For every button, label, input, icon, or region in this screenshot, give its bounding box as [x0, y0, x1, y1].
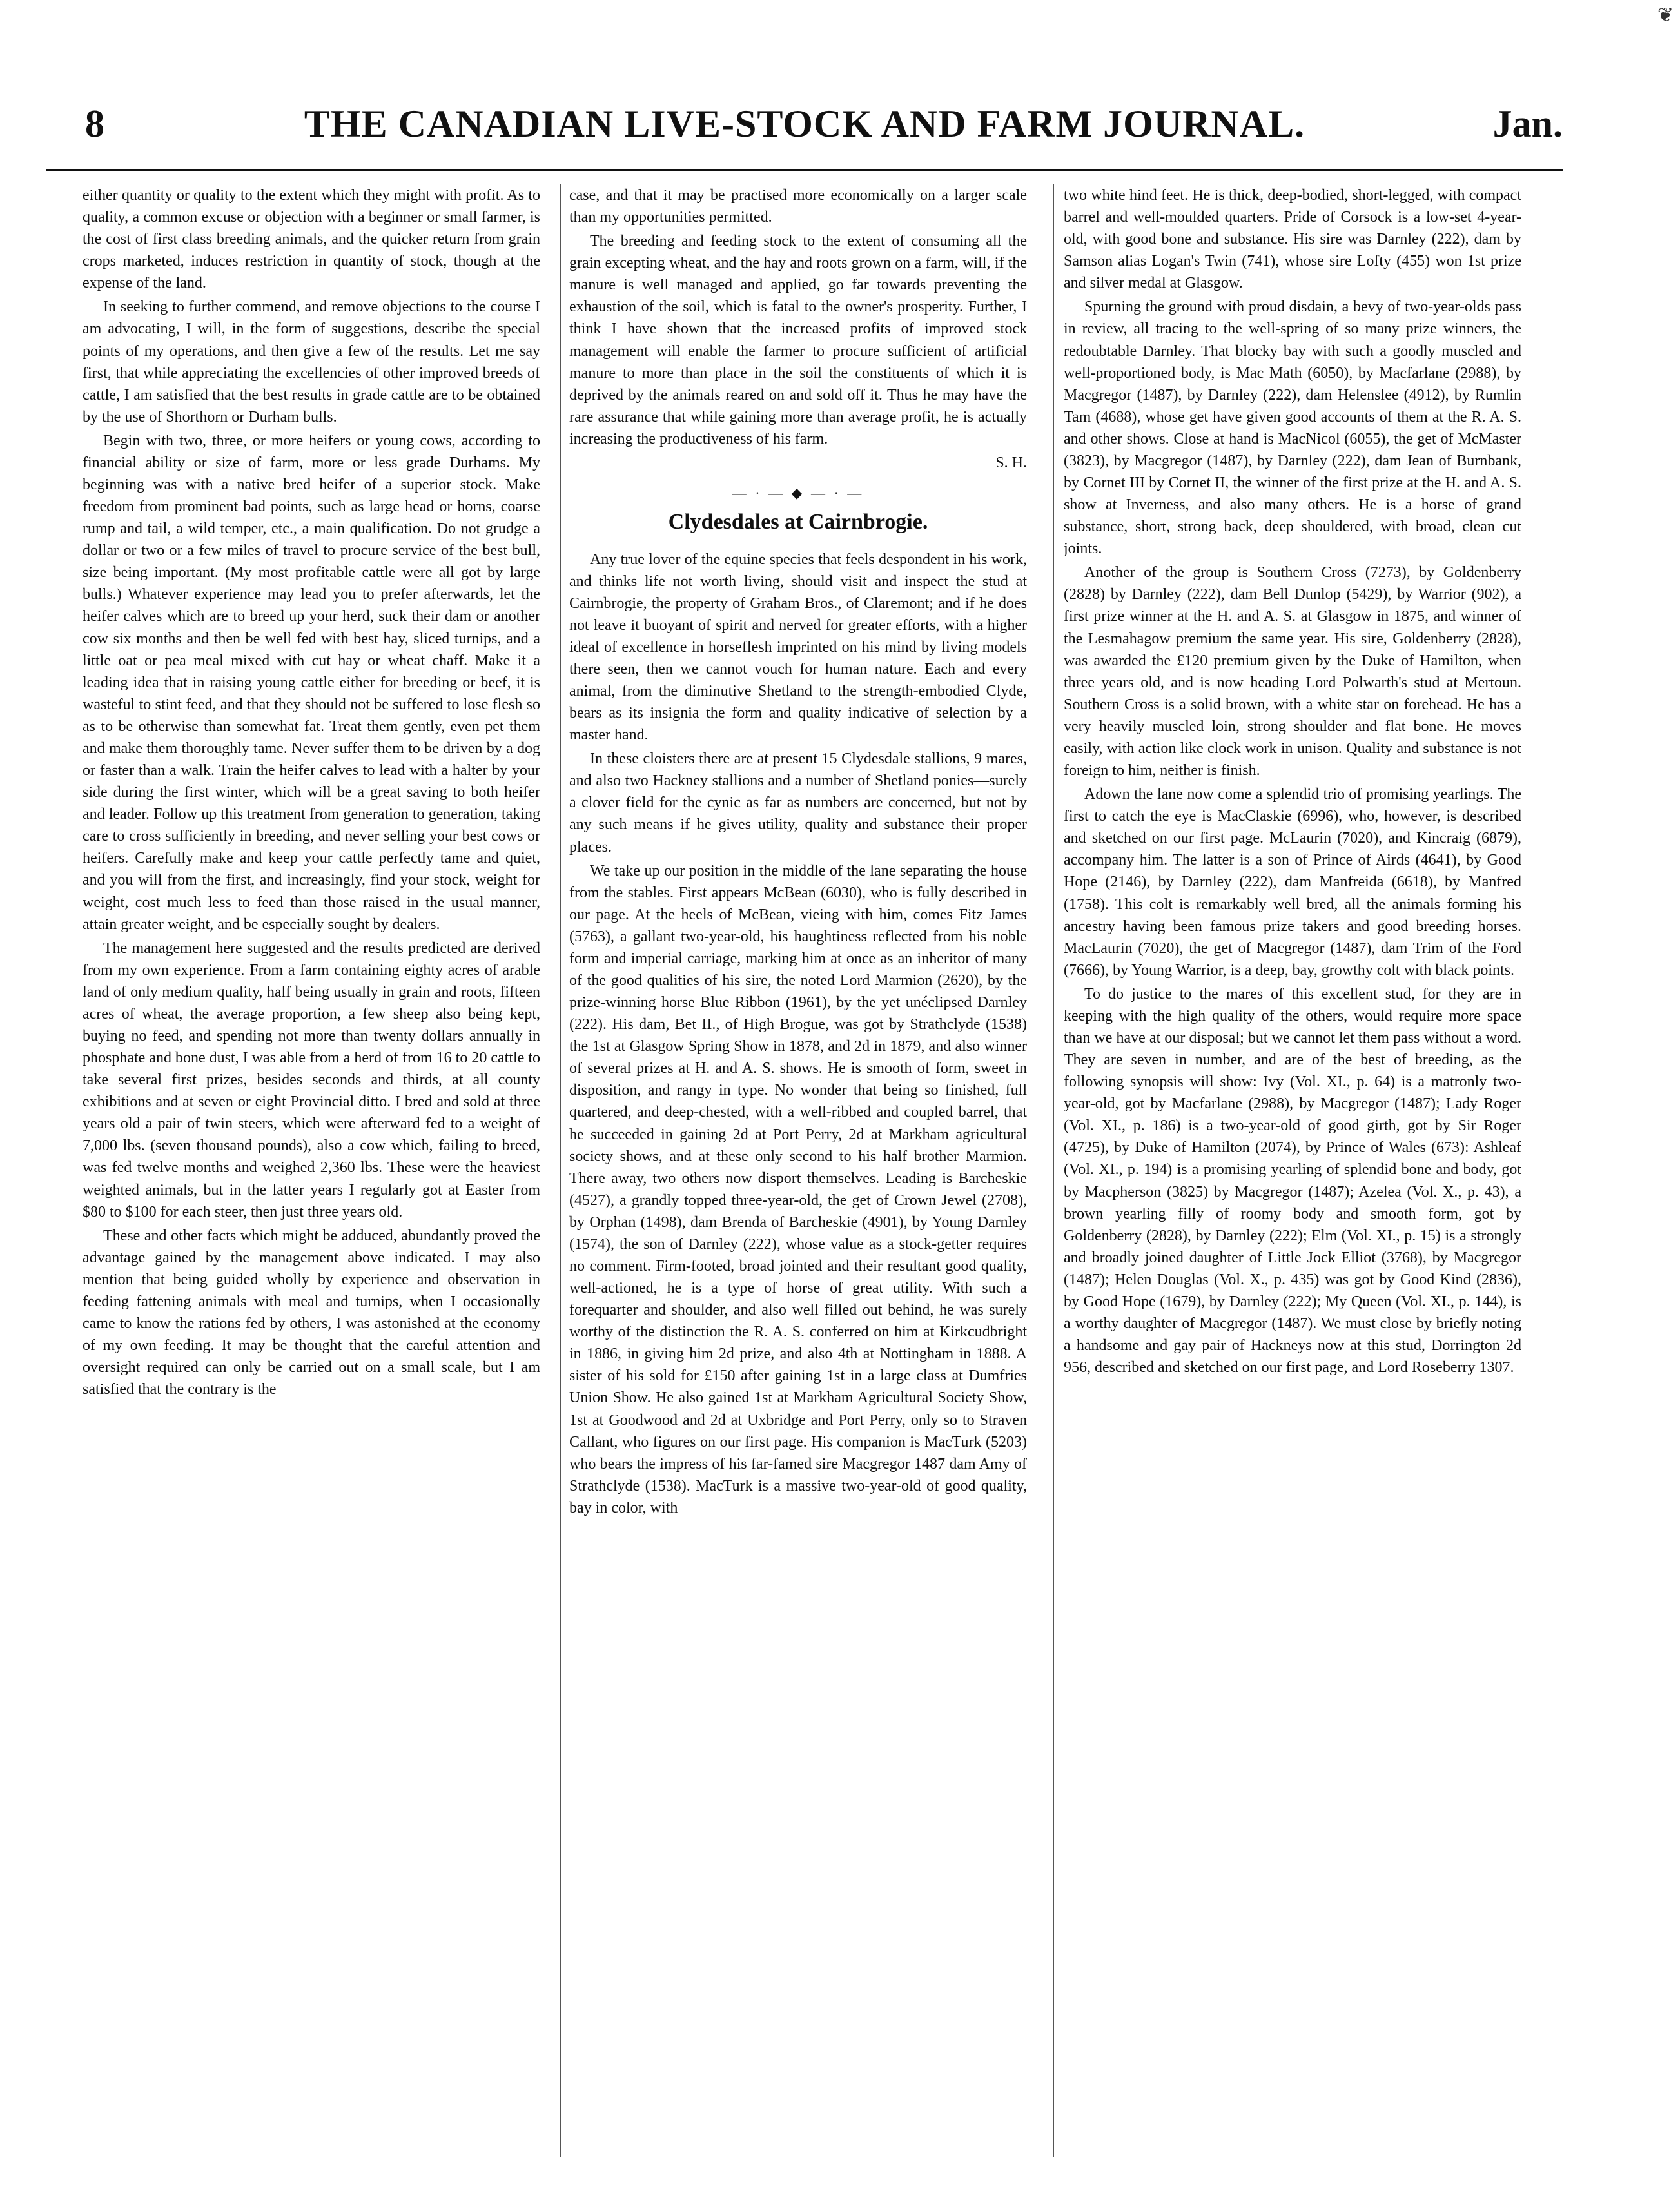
column-divider: [1053, 184, 1054, 2157]
issue-month: Jan.: [1492, 103, 1563, 145]
journal-title: THE CANADIAN LIVE-STOCK AND FARM JOURNAL.: [304, 103, 1305, 145]
paragraph: The management here suggested and the results predicted are derived from my own experience. From a farm containing eighty acres of arable land of only medium quality, half being usually in grain and roots, fifteen acres of wheat, the average proportion, a few sheep also being kept, buying no feed, and spending not more than twenty dollars annually in phosphate and bone dust, I was able from a herd of from 16 to 20 cattle to take several first prizes, besides seconds and thirds, at all county exhibitions and at seven or eight Provincial ditto. I bred and sold at three years old a pair of twin steers, which were afterward fed to a weight of 7,000 lbs. (seven thousand pounds), also a cow which, failing to breed, was fed twelve months and weighed 2,360 lbs. These were the heaviest weighted animals, but in the latter years I regularly got at Easter from $80 to $100 for each steer, then just three years old.: [83, 939, 540, 1220]
article-title: Clydesdales at Cairnbrogie.: [668, 510, 928, 534]
paragraph: Adown the lane now come a splendid trio of promising yearlings. The first to catch the eye is MacClaskie (6996), who, however, is described and sketched on our first page. McLaurin (7020), and Kincraig (6879), accompany him. The latter is a son of Prince of Airds (4641), by Good Hope (2146), by Darnley (222), dam Manfreida (6618), by Manfred (1758). This colt is remarkably well bred, all the animals forming his ancestry having been famous prize takers and good breeding horses. MacLaurin (7020), the get of Macgregor (1487), dam Trim of the Ford (7666), by Young Warrior, is a deep, bay, growthy colt with black points.: [1064, 786, 1521, 979]
paragraph: The breeding and feeding stock to the extent of consuming all the grain excepting wheat, and the hay and roots grown on a farm, will, if the manure is well managed and applied, go far towards preventing the exhaustion of the soil, which is fatal to the owner's prosperity. Further, I think I have shown that the increased profits of improved stock management will enable the farmer to procure sufficient of artificial manure to more than place in the soil the constituents of which it is deprived by the animals reared on and sold off it. Thus he may have the rare assurance that while gaining more than average profit, he is actually increasing the productiveness of his farm.: [569, 233, 1027, 447]
paragraph: To do justice to the mares of this excellent stud, for they are in keeping with the high quality of the others, would require more space than we have at our disposal; but we cannot let them pass without a word. They are seven in number, and are of the best of breeding, as the following synopsis will show: Ivy (Vol. XI., p. 64) is a matronly two-year-old, got by Macfarlane (2988), by Macgregor (1487); Lady Roger (Vol. XI., p. 186) is a two-year-old of good girth, got by Sir Roger (4725), by Duke of Hamilton (2074), by Prince of Wales (673): Ashleaf (Vol. XI., p. 194) is a promising yearling of splendid bone and body, got by Macpherson (3825) by Macgregor (1487); Azelea (Vol. X., p. 43), a brown yearling filly of roomy body and smooth form, got by Goldenberry (2828), by Darnley (222); Elm (Vol. XI., p. 15) is a strongly and broadly joined daughter of Little Jock Elliot (3768), by Macgregor (1487); Helen Douglas (Vol. X., p. 435) was got by Good Kind (2836), by Good Hope (1679), by Darnley (222); My Queen (Vol. XI., p. 144), is a worthy daughter of Macgregor (1487). We must close by briefly noting a handsome and gay pair of Hackneys now at this stud, Dorrington 2d 956, described and sketched on our first page, and Lord Roseberry 1307.: [1064, 985, 1521, 1376]
header-rule: [46, 169, 1563, 171]
paragraph: Begin with two, three, or more heifers or young cows, according to financial ability or size of farm, more or less grade Durhams. My beginning was with a native bred heifer of a superior stock. Make freedom from prominent bad points, such as large head or horns, coarse rump and tail, a wild temper, etc., a main qualification. Do not grudge a dollar or two or a few miles of travel to procure service of the best bull, size being important. (My most profitable cattle were all got by large bulls.) Whatever experience may lead you to prefer afterwards, let the heifer calves which are to breed up your herd, suck their dam or another cow six months and then be well fed with best hay, sliced turnips, and a little oat or pea meal mixed with cut hay or wheat chaff. Make it a leading idea that in raising young cattle either for breeding or beef, it is wasteful to stint feed, and that they should not be suffered to lose flesh so as to be otherwise than somewhat fat. Treat them gently, even pet them and make them thoroughly tame. Never suffer them to be driven by a dog or faster than a walk. Train the heifer calves to lead with a halter by your side during the first winter, which will be a great saving to both heifer and leader. Follow up this treatment from generation to generation, taking care to cross sufficiently in breeding, and never selling your best cows or heifers. Carefully make and keep your cattle perfectly tame and quiet, and you will from the first, and increasingly, find your stock, weight for weight, cost much less to feed than those raised in the usual manner, attain greater weight, and be especially sought by dealers.: [83, 432, 540, 933]
paragraph: These and other facts which might be adduced, abundantly proved the advantage gained by the management above indicated. I may also mention that being guided wholly by experience and observation in feeding fattening animals with meal and turnips, when I occasionally came to know the rations fed by others, I was astonished at the economy of my own feeding. It may be thought that the careful attention and oversight required can only be carried out on a small scale, but I am satisfied that the contrary is the: [83, 1227, 540, 1398]
column-3: [1064, 184, 1521, 2170]
page-header: [46, 102, 1563, 179]
paragraph: We take up our position in the middle of the lane separating the house from the stables. First appears McBean (6030), who is fully described in our page. At the heels of McBean, vieing with him, comes Fitz James (5763), a gallant two-year-old, his haughtiness reflected from his noble form and imperial carriage, marking him at once as an inheritor of many of the good qualities of his sire, the noted Lord Marmion (2620), by the prize-winning horse Blue Ribbon (1961), by the yet unéclipsed Darnley (222). His dam, Bet II., of High Brogue, was got by Strathclyde (1538) the 1st at Glasgow Spring Show in 1878, and 2d in 1879, and also winner of several prizes at H. and A. S. shows. He is smooth of form, sweet in disposition, and rangy in type. No wonder that being so finished, full quartered, and deep-chested, with a well-ribbed and coupled barrel, that he succeeded in gaining 2d at Port Perry, 2d at Markham agricultural society shows, and at these only second to his half brother Marmion. There away, two others now disport themselves. Leading is Barcheskie (4527), a grandly topped three-year-old, the get of Crown Jewel (2708), by Orphan (1498), dam Brenda of Barcheskie (4901), by Young Darnley (1574), the son of Darnley (222), whose value as a stock-getter requires no comment. Firm-footed, broad jointed and their resultant good quality, well-actioned, he is a type of horse of great utility. With such a forequarter and shoulder, and also well filled out behind, he was surely worthy of the distinction the R. A. S. conferred on him at Kirkcudbright in 1886, in giving him 2d prize, and also 4th at Nottingham in 1888. A sister of his sold for £150 after gaining 1st in a large class at Dumfries Union Show. He also gained 1st at Markham Agricultural Society Show, 1st at Goodwood and 2d at Uxbridge and Port Perry, only so to Straven Callant, who figures on our first page. His companion is MacTurk (5203) who bears the impress of his far-famed sire Macgregor 1487 dam Amy of Strathclyde (1538). MacTurk is a massive two-year-old of good quality, bay in color, with: [569, 862, 1027, 1516]
paragraph: Spurning the ground with proud disdain, a bevy of two-year-olds pass in review, all tracing to the well-spring of so many prize winners, the redoubtable Darnley. That blocky bay with such a goodly muscled and well-proportioned body, is Mac Math (6050), by Macfarlane (2988), by Macgregor (1487), by Darnley (222), dam Helenslee (4912), by Rumlin Tam (4688), whose get have given good accounts of them at the R. A. S. and other shows. Close at hand is MacNicol (6055), the get of McMaster (3823), by Macgregor (1487), by Darnley (222), dam Jean of Burnbank, by Cornet III by Cornet II, the winner of the first prize at the H. and A. S. show at Inverness, and also many others. He is a horse of grand substance, short, strong back, deep shouldered, with broad, clean cut joints.: [1064, 299, 1521, 558]
margin-mark-icon: ❦: [1657, 5, 1674, 26]
column-2: [569, 184, 1027, 2170]
paragraph: In these cloisters there are at present 15 Clydesdale stallions, 9 mares, and also two Hackney stallions and a number of Shetland ponies—surely a clover field for the cynic as far as numbers are concerned, but not by any such means if he gives utility, quality and substance their proper places.: [569, 750, 1027, 856]
author-signature: S. H.: [995, 454, 1027, 471]
paragraph: In seeking to further commend, and remove objections to the course I am advocating, I will, in the form of suggestions, describe the special points of my operations, and then give a few of the results. Let me say first, that while appreciating the excellencies of other improved breeds of cattle, I am satisfied that the best results in grade cattle are to be obtained by the use of Shorthorn or Durham bulls.: [83, 299, 540, 426]
paragraph: Any true lover of the equine species that feels despondent in his work, and thinks life not worth living, should visit and inspect the stud at Cairnbrogie, the property of Graham Bros., of Claremont; and if he does not leave it buoyant of spirit and nerved for greater efforts, with a higher ideal of excellence in horseflesh imprinted on his mind by living models there seen, then we cannot vouch for human nature. Each and every animal, from the diminutive Shetland to the strength-embodied Clyde, bears as its insignia the form and quality indicative of selection by a master hand.: [569, 551, 1027, 744]
section-ornament: — · — ◆ — · —: [732, 485, 864, 502]
paragraph: two white hind feet. He is thick, deep-bodied, short-legged, with compact barrel and well-moulded quarters. Pride of Corsock is a low-set 4-year-old, with good bone and substance. His sire was Darnley (222), dam by Samson alias Logan's Twin (741), whose sire Lofty (455) won 1st prize and silver medal at Glasgow.: [1064, 187, 1521, 292]
paragraph: either quantity or quality to the extent which they might with profit. As to quality, a common excuse or objection with a beginner or small farmer, is the cost of first class breeding animals, and the quicker return from grain crops marketed, induces restriction in quantity of stock, though at the expense of the land.: [83, 187, 540, 292]
page-number: 8: [85, 103, 104, 145]
paragraph: Another of the group is Southern Cross (7273), by Goldenberry (2828) by Darnley (222), dam Bell Dunlop (5429), by Warrior (902), a first prize winner at the H. and A. S. at Glasgow in 1875, and winner of the Lesmahagow premium the same year. His sire, Goldenberry (2828), was awarded the £120 premium given by the Duke of Hamilton, when three years old, and is now heading Lord Polwarth's stud at Mertoun. Southern Cross is a solid brown, with a white star on forehead. He has a very heavily muscled loin, strong shoulder and flat bone. He moves easily, with action like clock work in unison. Quality and substance is not foreign to him, neither is finish.: [1064, 564, 1521, 779]
paragraph: case, and that it may be practised more economically on a larger scale than my opportunities permitted.: [569, 187, 1027, 226]
column-1: [83, 184, 540, 2170]
column-divider: [560, 184, 561, 2157]
